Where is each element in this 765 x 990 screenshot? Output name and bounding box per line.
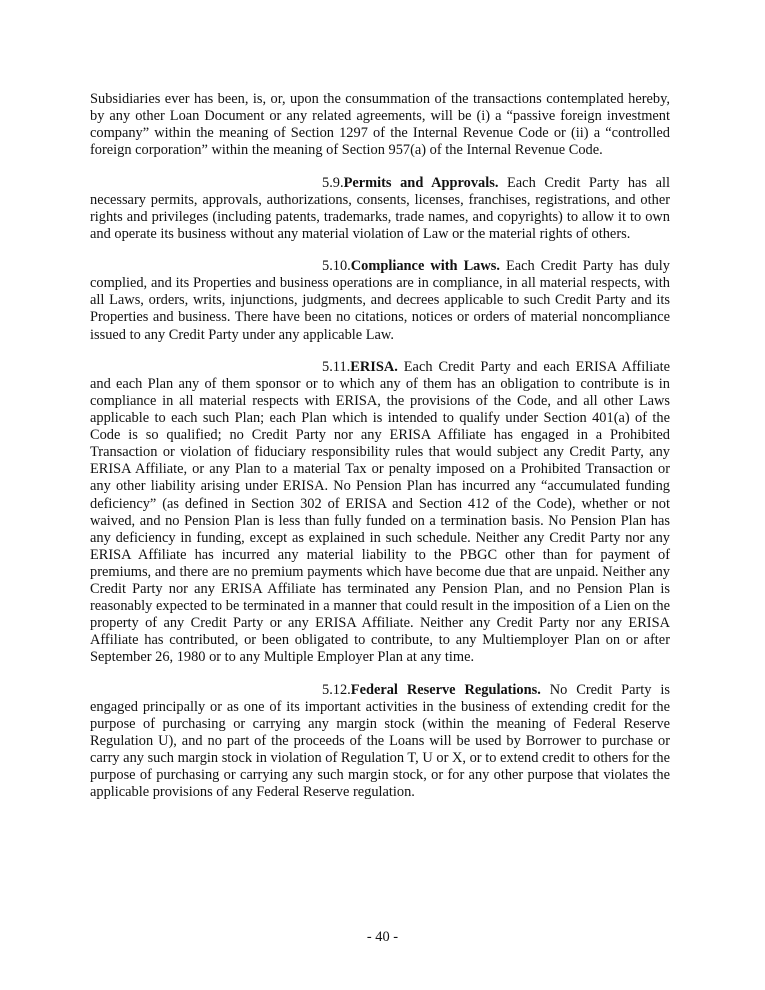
section-body: Each Credit Party and each ERISA Affiliate and each Plan any of them sponsor or to which any of them has an obligation to contribute is in compliance in all material respects with ERISA, the provisions of the Code, and all other Laws applicable to each such Plan; each Plan which is intended to qualify under Section 401(a) of the Code is so qualified; no Credit Party nor any ERISA Affiliate has engaged in a Prohibited Transaction or violation of fiduciary responsibility rules that would subject any Credit Party, any ERISA Affiliate, or any Plan to a material Tax or penalty imposed on a Prohibited Transaction or any other liability arising under ERISA. No Pension Plan has incurred any “accumulated funding deficiency” (as defined in Section 302 of ERISA and Section 412 of the Code), whether or not waived, and no Pension Plan is less than fully funded on a termination basis. No Pension Plan has any deficiency in funding, except as explained in such schedule. Neither any Credit Party nor any ERISA Affiliate has incurred any material liability to the PBGC other than for payment of premiums, and there are no premium payments which have become due that are unpaid. Neither any Credit Party nor any ERISA Affiliate has terminated any Pension Plan, and no Pension Plan is reasonably expected to be terminated in a manner that could result in the imposition of a Lien on the property of any Credit Party or any ERISA Affiliate. Neither any Credit Party nor any ERISA Affiliate has contributed, or been obligated to contribute, to any Multiemployer Plan on or after September 26, 1980 or to any Multiple Employer Plan at any time.	[90, 358, 670, 666]
section-5-11	[90, 359, 670, 667]
section-number: 5.11.	[322, 358, 351, 375]
section-number: 5.10.	[322, 258, 351, 275]
page-number: - 40 -	[366, 929, 399, 945]
section-number: 5.9.	[322, 174, 344, 191]
section-heading: ERISA.	[350, 358, 398, 375]
section-5-10	[90, 258, 670, 343]
section-body: Each Credit Party has all necessary permits, approvals, authorizations, consents, licenses, franchises, registrations, and other rights and privileges (including patents, trademarks, trade names, and copyrights) to allow it to own and operate its business without any material violation of Law or the material rights of others.	[90, 174, 670, 242]
section-5-9	[90, 175, 670, 243]
section-body: No Credit Party is engaged principally or as one of its important activities in the business of extending credit for the purpose of purchasing or carrying any margin stock (within the meaning of Federal Reserve Regulation U), and no part of the proceeds of the Loans will be used by Borrower to purchase or carry any such margin stock in violation of Regulation T, U or X, or to extend credit to others for the purpose of purchasing or carrying any such margin stock, or for any other purpose that violates the applicable provisions of any Federal Reserve regulation.	[90, 681, 670, 801]
section-heading: Permits and Approvals.	[343, 174, 499, 191]
section-number: 5.12.	[322, 681, 351, 698]
section-heading: Federal Reserve Regulations.	[350, 681, 541, 698]
continuation-paragraph: Subsidiaries ever has been, is, or, upon the consummation of the transactions contemplated hereby, by any other Loan Document or any related agreements, will be (i) a “passive foreign investment company” within the meaning of Section 1297 of the Internal Revenue Code or (ii) a “controlled foreign corporation” within the meaning of Section 957(a) of the Internal Revenue Code.	[90, 91, 670, 159]
section-body: Each Credit Party has duly complied, and its Properties and business operations are in compliance, in all material respects, with all Laws, orders, writs, injunctions, judgments, and decrees applicable to such Credit Party and its Properties and business. There have been no citations, notices or orders of material noncompliance issued to any Credit Party under any applicable Law.	[90, 258, 670, 343]
document-page	[90, 91, 670, 817]
section-5-12	[90, 682, 670, 802]
section-heading: Compliance with Laws.	[350, 258, 500, 275]
